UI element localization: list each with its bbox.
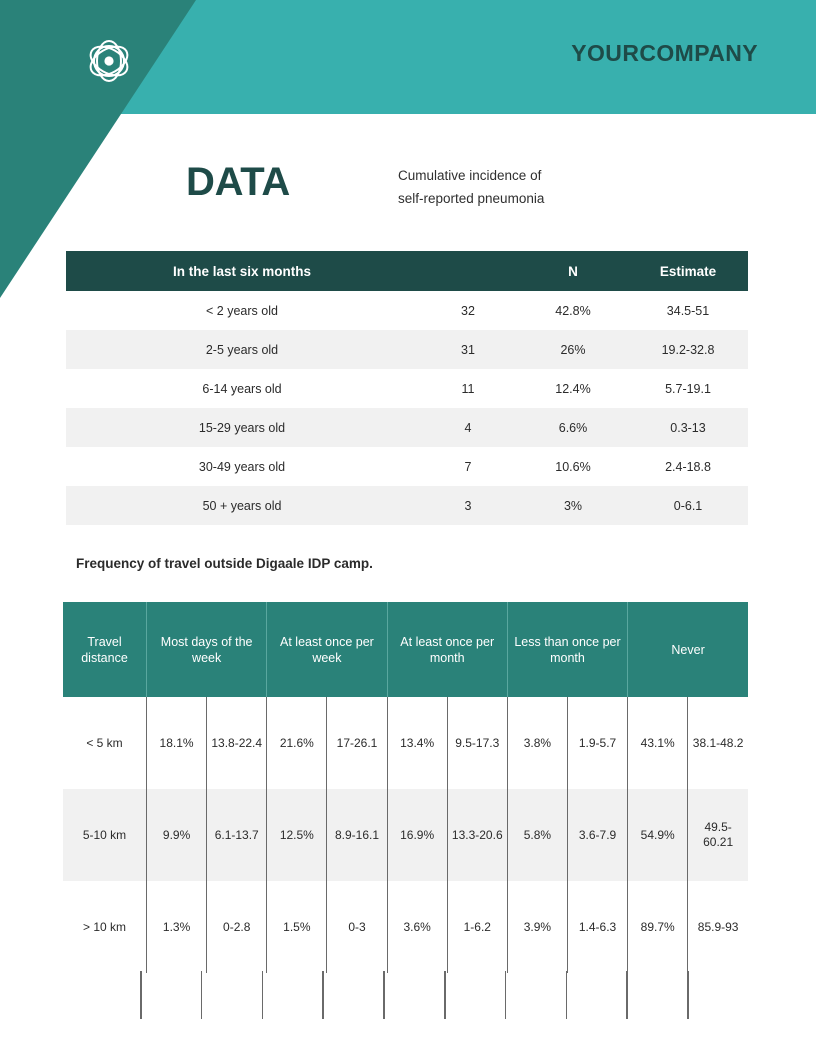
column-header-travel-distance: Travel distance bbox=[63, 602, 147, 697]
cell-most-days-pct: 9.9% bbox=[147, 789, 207, 881]
cell-once-month-ci: 1-6.2 bbox=[447, 881, 507, 973]
cell-never-ci: 49.5-60.21 bbox=[688, 789, 748, 881]
brand-name: YOURCOMPANY bbox=[571, 40, 758, 66]
page-subtitle bbox=[398, 164, 668, 210]
cell-estimate: 34.5-51 bbox=[628, 291, 748, 330]
cell-most-days-pct: 1.3% bbox=[147, 881, 207, 973]
page-subtitle-line-2: self-reported pneumonia bbox=[398, 191, 545, 206]
cell-count: 3 bbox=[418, 486, 518, 525]
cell-once-week-ci: 17-26.1 bbox=[327, 697, 387, 789]
column-header-less-than-once-per-month: Less than once per month bbox=[507, 602, 627, 697]
cell-n: 42.8% bbox=[518, 291, 628, 330]
cell-once-month-ci: 9.5-17.3 bbox=[447, 697, 507, 789]
table-header-row bbox=[66, 251, 748, 291]
cell-once-month-pct: 16.9% bbox=[387, 789, 447, 881]
column-header-estimate: Estimate bbox=[628, 251, 748, 291]
cell-less-than-once-month-pct: 3.8% bbox=[507, 697, 567, 789]
column-header-most-days-of-the-week: Most days of the week bbox=[147, 602, 267, 697]
column-divider-tails bbox=[63, 971, 748, 1019]
cell-n: 3% bbox=[518, 486, 628, 525]
cell-estimate: 5.7-19.1 bbox=[628, 369, 748, 408]
table-row bbox=[63, 697, 748, 789]
cell-once-month-pct: 3.6% bbox=[387, 881, 447, 973]
travel-table-caption: Frequency of travel outside Digaale IDP camp. bbox=[76, 556, 373, 571]
cell-most-days-pct: 18.1% bbox=[147, 697, 207, 789]
cell-age-group: 2-5 years old bbox=[66, 330, 418, 369]
cell-age-group: 50 + years old bbox=[66, 486, 418, 525]
column-header-n: N bbox=[518, 251, 628, 291]
table-header-row bbox=[63, 602, 748, 697]
cell-travel-distance: < 5 km bbox=[63, 697, 147, 789]
cell-never-ci: 85.9-93 bbox=[688, 881, 748, 973]
cell-most-days-ci: 13.8-22.4 bbox=[207, 697, 267, 789]
table-row bbox=[66, 330, 748, 369]
table-row bbox=[66, 447, 748, 486]
cell-once-week-pct: 1.5% bbox=[267, 881, 327, 973]
cell-never-pct: 54.9% bbox=[628, 789, 688, 881]
cell-travel-distance: > 10 km bbox=[63, 881, 147, 973]
cell-once-month-ci: 13.3-20.6 bbox=[447, 789, 507, 881]
cell-less-than-once-month-ci: 1.4-6.3 bbox=[567, 881, 627, 973]
cell-once-month-pct: 13.4% bbox=[387, 697, 447, 789]
table-row bbox=[63, 881, 748, 973]
cell-n: 26% bbox=[518, 330, 628, 369]
cell-age-group: < 2 years old bbox=[66, 291, 418, 330]
cell-less-than-once-month-pct: 3.9% bbox=[507, 881, 567, 973]
cell-most-days-ci: 0-2.8 bbox=[207, 881, 267, 973]
cell-n: 6.6% bbox=[518, 408, 628, 447]
cell-estimate: 0-6.1 bbox=[628, 486, 748, 525]
cell-count: 32 bbox=[418, 291, 518, 330]
column-header-at-least-once-per-week: At least once per week bbox=[267, 602, 387, 697]
column-header-at-least-once-per-month: At least once per month bbox=[387, 602, 507, 697]
cell-estimate: 19.2-32.8 bbox=[628, 330, 748, 369]
table-row bbox=[63, 789, 748, 881]
cell-most-days-ci: 6.1-13.7 bbox=[207, 789, 267, 881]
table-row bbox=[66, 369, 748, 408]
column-header-count bbox=[418, 251, 518, 291]
cell-less-than-once-month-ci: 1.9-5.7 bbox=[567, 697, 627, 789]
cell-never-ci: 38.1-48.2 bbox=[688, 697, 748, 789]
table-row bbox=[66, 486, 748, 525]
cell-less-than-once-month-pct: 5.8% bbox=[507, 789, 567, 881]
cell-n: 10.6% bbox=[518, 447, 628, 486]
travel-frequency-table-wrapper bbox=[63, 602, 748, 973]
cell-age-group: 15-29 years old bbox=[66, 408, 418, 447]
atom-orbital-icon bbox=[80, 32, 138, 90]
cell-travel-distance: 5-10 km bbox=[63, 789, 147, 881]
title-block bbox=[186, 158, 786, 220]
column-header-period: In the last six months bbox=[66, 251, 418, 291]
cell-never-pct: 89.7% bbox=[628, 881, 688, 973]
cell-estimate: 2.4-18.8 bbox=[628, 447, 748, 486]
travel-frequency-table bbox=[63, 602, 748, 973]
cell-age-group: 30-49 years old bbox=[66, 447, 418, 486]
cell-count: 7 bbox=[418, 447, 518, 486]
cell-less-than-once-month-ci: 3.6-7.9 bbox=[567, 789, 627, 881]
table-row bbox=[66, 408, 748, 447]
cell-once-week-pct: 12.5% bbox=[267, 789, 327, 881]
cell-n: 12.4% bbox=[518, 369, 628, 408]
cell-once-week-ci: 8.9-16.1 bbox=[327, 789, 387, 881]
column-header-never: Never bbox=[628, 602, 748, 697]
cell-age-group: 6-14 years old bbox=[66, 369, 418, 408]
cell-count: 31 bbox=[418, 330, 518, 369]
cell-never-pct: 43.1% bbox=[628, 697, 688, 789]
table-row bbox=[66, 291, 748, 330]
page-title: DATA bbox=[186, 160, 290, 204]
page-subtitle-line-1: Cumulative incidence of bbox=[398, 168, 542, 183]
cell-once-week-ci: 0-3 bbox=[327, 881, 387, 973]
cell-count: 4 bbox=[418, 408, 518, 447]
cell-estimate: 0.3-13 bbox=[628, 408, 748, 447]
cell-count: 11 bbox=[418, 369, 518, 408]
cumulative-incidence-table bbox=[66, 251, 748, 525]
cell-once-week-pct: 21.6% bbox=[267, 697, 327, 789]
